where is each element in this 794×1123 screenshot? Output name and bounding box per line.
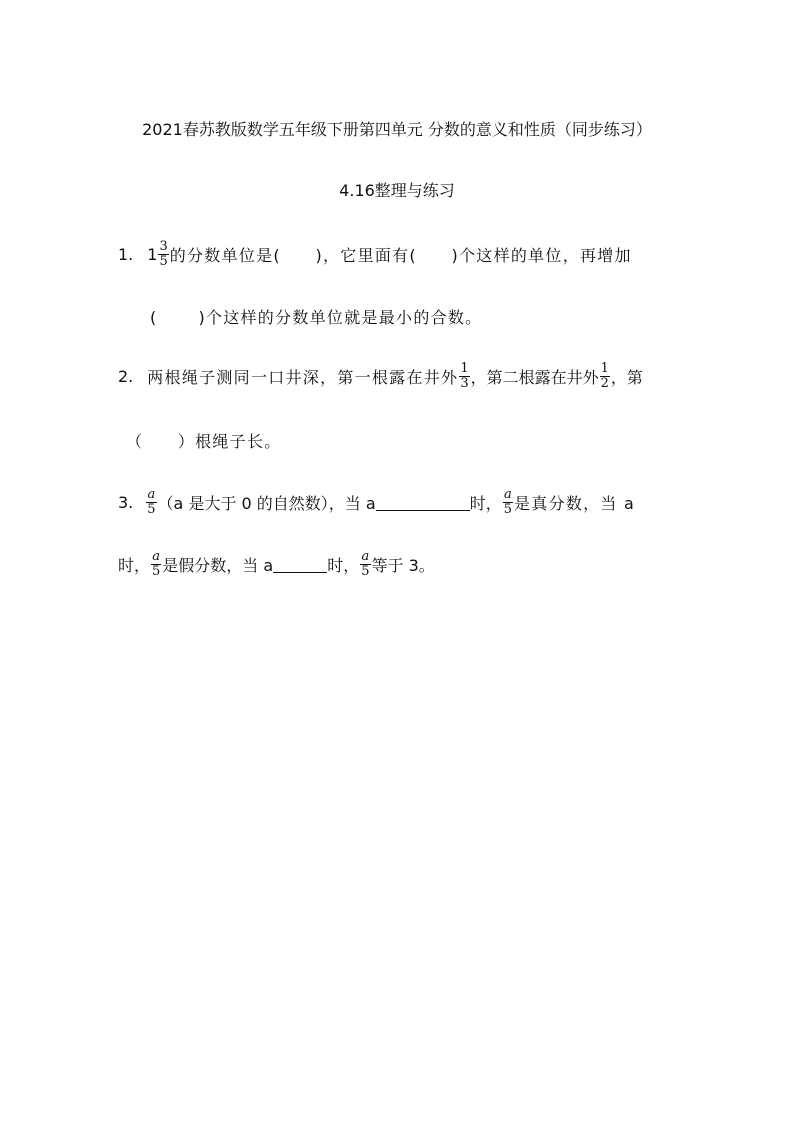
- question-2-text-c: ，第: [610, 367, 643, 387]
- document-title: [0, 117, 794, 139]
- title-text: 2021春苏教版数学五年级下册第四单元 分数的意义和性质（同步练习）: [142, 119, 652, 139]
- subtitle-text: 4.16整理与练习: [339, 180, 455, 200]
- fraction-numerator: 1: [600, 360, 609, 376]
- fraction-numerator: 3: [159, 238, 168, 254]
- question-2-text-d: （ ）根绳子长。: [126, 431, 282, 451]
- fraction-3-5: [158, 240, 168, 268]
- question-2-number: 2.: [118, 366, 134, 386]
- question-2-line-2: [126, 428, 686, 452]
- fraction-a-5: [151, 550, 161, 578]
- question-1-text-b: ( )个这样的分数单位就是最小的合数。: [150, 307, 483, 327]
- fraction-numerator: a: [503, 486, 512, 502]
- question-3-text-e: 是假分数，当 a: [162, 555, 274, 575]
- question-1-line-2: [150, 304, 710, 328]
- fraction-1-3: [459, 362, 469, 390]
- question-3-text-f: 时，: [327, 555, 360, 575]
- fraction-denominator: 5: [152, 563, 161, 579]
- question-1-line-1: [118, 236, 718, 272]
- question-2-text-a: 两根绳子测同一口井深，第一根露在井外: [147, 367, 459, 387]
- question-2-line-1: [118, 356, 718, 396]
- question-3-text-c: 是真分数，当 a: [513, 493, 636, 513]
- question-3-line-1: [118, 482, 718, 522]
- question-3-number: 3.: [118, 492, 134, 512]
- question-3-text-d: 时，: [118, 555, 151, 575]
- fraction-denominator: 5: [503, 501, 512, 517]
- fraction-a-5: [360, 550, 370, 578]
- fraction-denominator: 5: [147, 501, 156, 517]
- question-3-line-2: [118, 544, 718, 584]
- fraction-denominator: 5: [159, 253, 168, 269]
- mixed-number-whole: 1: [147, 244, 158, 264]
- fraction-denominator: 2: [600, 375, 609, 391]
- fraction-numerator: a: [152, 548, 161, 564]
- question-3-text-a: （a 是大于 0 的自然数），当 a: [157, 493, 376, 513]
- question-3-text-g: 等于 3。: [371, 555, 435, 575]
- fraction-a-5: [503, 488, 513, 516]
- fraction-denominator: 5: [361, 563, 370, 579]
- question-2-text-b: ，第二根露在井外: [470, 367, 599, 387]
- fraction-numerator: a: [361, 548, 370, 564]
- fraction-a-5: [146, 488, 156, 516]
- fraction-numerator: a: [147, 486, 156, 502]
- question-1-number: 1.: [118, 244, 134, 264]
- answer-blank[interactable]: [376, 494, 470, 511]
- question-3-text-b: 时，: [469, 493, 502, 513]
- fraction-numerator: 1: [460, 360, 469, 376]
- answer-blank[interactable]: [273, 556, 327, 573]
- question-1-text-a: 的分数单位是( )，它里面有( )个这样的单位，再增加: [169, 245, 632, 265]
- section-subtitle: [0, 178, 794, 200]
- fraction-denominator: 3: [460, 375, 469, 391]
- fraction-1-2: [600, 362, 610, 390]
